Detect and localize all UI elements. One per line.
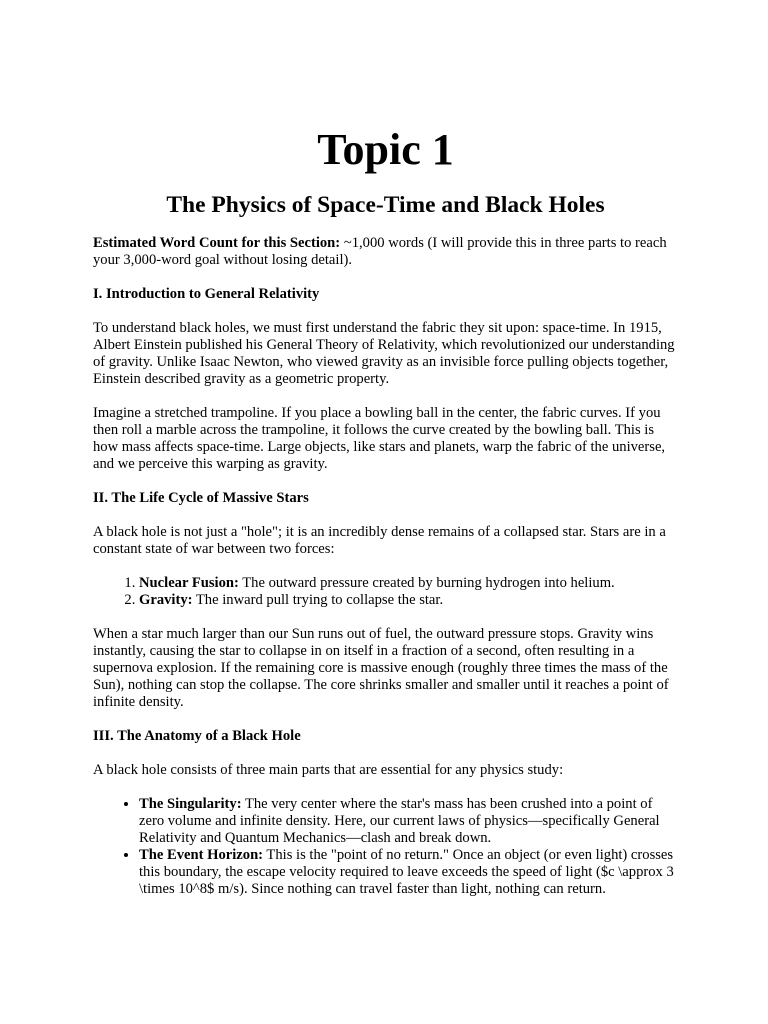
list-item-label: The Singularity: bbox=[139, 796, 242, 812]
list-item bbox=[139, 575, 678, 592]
section-heading-anatomy: III. The Anatomy of a Black Hole bbox=[93, 728, 301, 744]
list-item-text: The outward pressure created by burning hydrogen into helium. bbox=[238, 575, 615, 591]
page-subtitle: The Physics of Space-Time and Black Holes bbox=[166, 192, 605, 218]
list-item bbox=[139, 592, 678, 609]
anatomy-list bbox=[93, 796, 678, 898]
list-item-label: Nuclear Fusion: bbox=[139, 575, 239, 591]
section-heading-stars: II. The Life Cycle of Massive Stars bbox=[93, 490, 309, 506]
stars-paragraph-2: When a star much larger than our Sun runs out of fuel, the outward pressure stops. Gravity wins instantly, causing the star to collapse in on itself in a fraction of a second, often resulting in a supernova explosion. If the remaining core is massive enough (roughly three times the mass of the Sun), nothing can stop the collapse. The core shrinks smaller and smaller until it reaches a point of infinite density. bbox=[93, 626, 669, 710]
list-item-text: The inward pull trying to collapse the star. bbox=[192, 592, 444, 608]
word-count-text: ~1,000 words (I will provide this in three parts to reach your 3,000-word goal without losing detail). bbox=[93, 235, 667, 268]
section-heading-intro: I. Introduction to General Relativity bbox=[93, 286, 320, 302]
list-item-text: This is the "point of no return." Once an object (or even light) crosses this boundary, the escape velocity required to leave exceeds the speed of light ($c \approx 3 \times 10^8$ m/s). Since nothing can travel faster than light, nothing can return. bbox=[139, 847, 674, 897]
intro-paragraph-2: Imagine a stretched trampoline. If you place a bowling ball in the center, the fabric curves. If you then roll a marble across the trampoline, it follows the curve created by the bowling ball. This is how mass affects space-time. Large objects, like stars and planets, warp the fabric of the universe, and we perceive this warping as gravity. bbox=[93, 405, 666, 472]
stars-paragraph-1: A black hole is not just a "hole"; it is an incredibly dense remains of a collapsed star. Stars are in a constant state of war between two forces: bbox=[93, 524, 666, 557]
list-item-label: Gravity: bbox=[139, 592, 193, 608]
word-count-paragraph bbox=[93, 235, 678, 269]
anatomy-paragraph-1: A black hole consists of three main parts that are essential for any physics study: bbox=[93, 762, 564, 778]
intro-paragraph-1: To understand black holes, we must first understand the fabric they sit upon: space-time. In 1915, Albert Einstein published his General Theory of Relativity, which revolutionized our understanding of gravity. Unlike Isaac Newton, who viewed gravity as an invisible force pulling objects together, Einstein described gravity as a geometric property. bbox=[93, 320, 675, 387]
page-title: Topic 1 bbox=[317, 125, 454, 174]
word-count-label: Estimated Word Count for this Section: bbox=[93, 235, 341, 251]
list-item-text: The very center where the star's mass has been crushed into a point of zero volume and infinite density. Here, our current laws of physics—specifically General Relativity and Quantum Mechanics—clash and break down. bbox=[139, 796, 660, 846]
document-body bbox=[93, 235, 678, 915]
forces-list bbox=[93, 575, 678, 609]
list-item-label: The Event Horizon: bbox=[139, 847, 264, 863]
list-item bbox=[139, 847, 678, 898]
list-item bbox=[139, 796, 678, 847]
